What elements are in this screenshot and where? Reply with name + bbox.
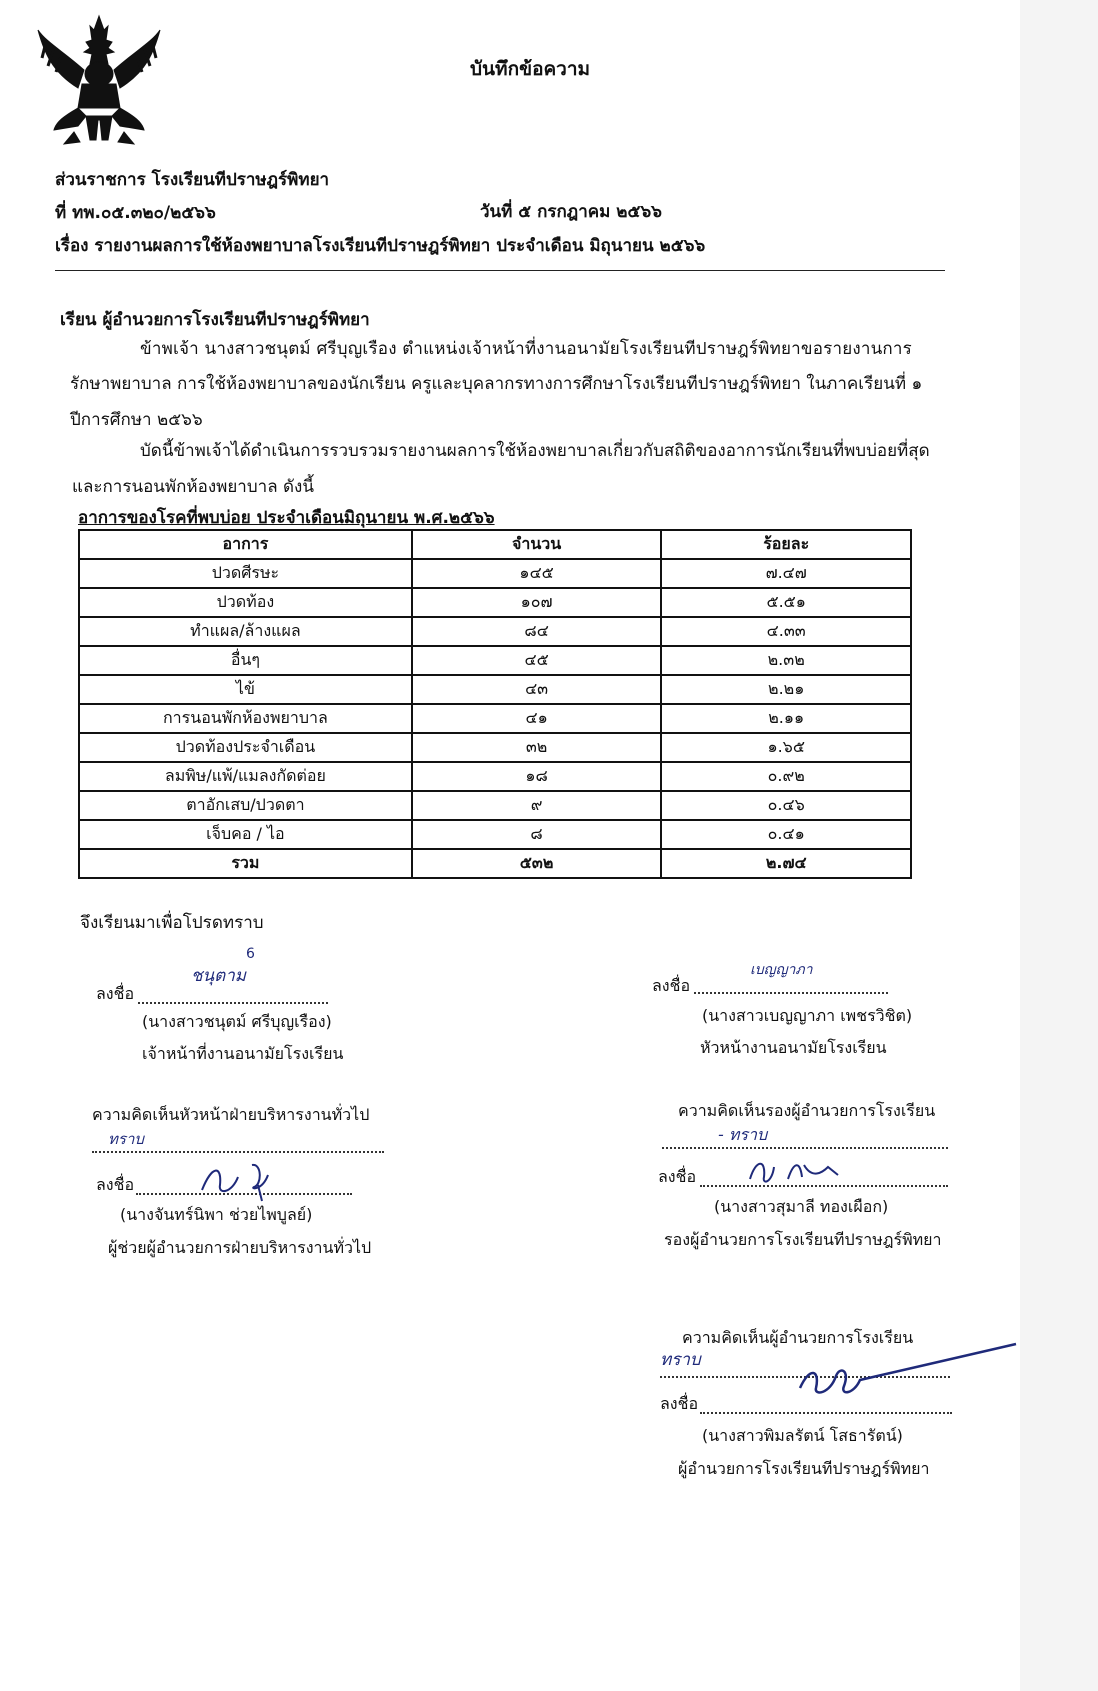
- page-margin: [1020, 0, 1098, 1691]
- closing-line: จึงเรียนมาเพื่อโปรดทราบ: [80, 913, 264, 933]
- paragraph-2-line-1: บัดนี้ข้าพเจ้าได้ดำเนินการรวบรวมรายงานผลการใช้ห้องพยาบาลเกี่ยวกับสถิติของอาการนักเรียนที่พบบ่อยที่สุด: [140, 441, 930, 461]
- table-header-row: [79, 530, 911, 559]
- table-row: [79, 733, 911, 762]
- director-signature-scribble: [780, 1336, 1020, 1406]
- percent-cell: ๒.๒๑: [661, 675, 911, 704]
- percent-cell: ๗.๔๗: [661, 559, 911, 588]
- symptom-cell: การนอนพักห้องพยาบาล: [79, 704, 412, 733]
- opinion-line: [662, 1135, 948, 1149]
- salutation: เรียน ผู้อำนวยการโรงเรียนทีปราษฎร์พิทยา: [60, 310, 370, 330]
- deputy-position: รองผู้อำนวยการโรงเรียนทีปราษฎร์พิทยา: [664, 1230, 942, 1249]
- paragraph-1-line-2: รักษาพยาบาล การใช้ห้องพยาบาลของนักเรียน ครูและบุคลากรทางการศึกษาโรงเรียนทีปราษฎร์พิทยา ในภาคเรียนที่ ๑: [70, 374, 923, 394]
- table-total-row: [79, 849, 911, 878]
- symptom-cell: เจ็บคอ / ไอ: [79, 820, 412, 849]
- paragraph-1-line-1: ข้าพเจ้า นางสาวชนุตม์ ศรีบุญเรือง ตำแหน่งเจ้าหน้าที่งานอนามัยโรงเรียนทีปราษฎร์พิทยาขอรายงานการ: [140, 339, 913, 359]
- general-admin-signature-scribble: [192, 1155, 282, 1205]
- department-line: ส่วนราชการ โรงเรียนทีปราษฎร์พิทยา: [55, 170, 330, 190]
- garuda-emblem-icon: [34, 12, 164, 147]
- memo-date: วันที่ ๕ กรกฎาคม ๒๕๖๖: [480, 202, 662, 222]
- opinion-line: [92, 1139, 384, 1153]
- table-row: [79, 588, 911, 617]
- table-row: [79, 820, 911, 849]
- count-cell: ๔๑: [412, 704, 662, 733]
- count-cell: ๑๐๗: [412, 588, 662, 617]
- reference-number: ที่ ทพ.๐๕.๓๒๐/๒๕๖๖: [55, 203, 216, 223]
- sign-label: ลงชื่อ: [96, 984, 135, 1003]
- symptom-table: [78, 529, 912, 879]
- count-cell: ๓๒: [412, 733, 662, 762]
- total-percent: ๒.๗๔: [661, 849, 911, 878]
- head-health-name: (นางสาวเบญญาภา เพชรวิชิต): [702, 1006, 913, 1025]
- count-cell: ๑๘: [412, 762, 662, 791]
- count-cell: ๙: [412, 791, 662, 820]
- general-admin-opinion-label: ความคิดเห็นหัวหน้าฝ่ายบริหารงานทั่วไป: [92, 1105, 370, 1124]
- sign-label: ลงชื่อ: [96, 1175, 135, 1194]
- symptom-cell: ไข้: [79, 675, 412, 704]
- general-admin-position: ผู้ช่วยผู้อำนวยการฝ่ายบริหารงานทั่วไป: [108, 1238, 372, 1257]
- signature-line: [138, 988, 328, 1004]
- table-row: [79, 646, 911, 675]
- header-divider: [55, 270, 945, 271]
- officer-mark: 6: [246, 946, 255, 962]
- count-cell: ๑๔๕: [412, 559, 662, 588]
- memo-title: บันทึกข้อความ: [470, 58, 591, 80]
- percent-cell: ๕.๕๑: [661, 588, 911, 617]
- table-row: [79, 704, 911, 733]
- officer-position: เจ้าหน้าที่งานอนามัยโรงเรียน: [142, 1044, 344, 1063]
- paragraph-2-line-2: และการนอนพักห้องพยาบาล ดังนี้: [72, 477, 314, 497]
- director-name: (นางสาวพิมลรัตน์ โสธารัตน์): [702, 1426, 903, 1445]
- header-count: จำนวน: [412, 530, 662, 559]
- sign-label: ลงชื่อ: [658, 1167, 697, 1186]
- percent-cell: ๐.๔๑: [661, 820, 911, 849]
- paragraph-1-line-3: ปีการศึกษา ๒๕๖๖: [70, 410, 203, 430]
- deputy-name: (นางสาวสุมาลี ทองเผือก): [714, 1197, 889, 1216]
- percent-cell: ๒.๓๒: [661, 646, 911, 675]
- count-cell: ๘: [412, 820, 662, 849]
- symptom-cell: ทำแผล/ล้างแผล: [79, 617, 412, 646]
- count-cell: ๘๔: [412, 617, 662, 646]
- director-position: ผู้อำนวยการโรงเรียนทีปราษฎร์พิทยา: [678, 1459, 930, 1478]
- deputy-opinion-label: ความคิดเห็นรองผู้อำนวยการโรงเรียน: [678, 1101, 936, 1120]
- count-cell: ๔๕: [412, 646, 662, 675]
- director-opinion-label: ความคิดเห็นผู้อำนวยการโรงเรียน: [682, 1328, 914, 1347]
- sign-label: ลงชื่อ: [652, 976, 691, 995]
- header-percent: ร้อยละ: [661, 530, 911, 559]
- symptom-cell: ปวดท้องประจำเดือน: [79, 733, 412, 762]
- symptom-cell: ปวดศีรษะ: [79, 559, 412, 588]
- count-cell: ๔๓: [412, 675, 662, 704]
- symptom-cell: ตาอักเสบ/ปวดตา: [79, 791, 412, 820]
- signature-line: [694, 978, 888, 994]
- table-row: [79, 675, 911, 704]
- officer-name: (นางสาวชนุตม์ ศรีบุญเรือง): [142, 1012, 332, 1031]
- director-opinion-text: ทราบ: [660, 1350, 701, 1370]
- percent-cell: ๐.๙๒: [661, 762, 911, 791]
- symptom-cell: อื่นๆ: [79, 646, 412, 675]
- sign-label: ลงชื่อ: [660, 1394, 699, 1413]
- percent-cell: ๐.๔๖: [661, 791, 911, 820]
- table-row: [79, 559, 911, 588]
- symptom-cell: ลมพิษ/แพ้/แมลงกัดต่อย: [79, 762, 412, 791]
- percent-cell: ๒.๑๑: [661, 704, 911, 733]
- percent-cell: ๔.๓๓: [661, 617, 911, 646]
- total-count: ๕๓๒: [412, 849, 662, 878]
- general-admin-opinion-text: ทราบ: [108, 1130, 144, 1148]
- head-health-handwritten-signature: เบญญาภา: [750, 962, 813, 978]
- head-health-position: หัวหน้างานอนามัยโรงเรียน: [700, 1038, 887, 1057]
- table-row: [79, 617, 911, 646]
- memo-subject: เรื่อง รายงานผลการใช้ห้องพยาบาลโรงเรียนทีปราษฎร์พิทยา ประจำเดือน มิถุนายน ๒๕๖๖: [55, 236, 706, 256]
- percent-cell: ๑.๖๕: [661, 733, 911, 762]
- symptom-cell: ปวดท้อง: [79, 588, 412, 617]
- table-row: [79, 762, 911, 791]
- deputy-signature-scribble: [742, 1149, 852, 1189]
- total-label: รวม: [79, 849, 412, 878]
- header-symptom: อาการ: [79, 530, 412, 559]
- table-row: [79, 791, 911, 820]
- deputy-opinion-text: - ทราบ: [718, 1125, 768, 1144]
- officer-handwritten-signature: ชนุตาม: [191, 966, 246, 986]
- table-title: อาการของโรคที่พบบ่อย ประจำเดือนมิถุนายน พ.ศ.๒๕๖๖: [78, 508, 495, 528]
- general-admin-name: (นางจันทร์นิพา ช่วยไพบูลย์): [120, 1205, 313, 1224]
